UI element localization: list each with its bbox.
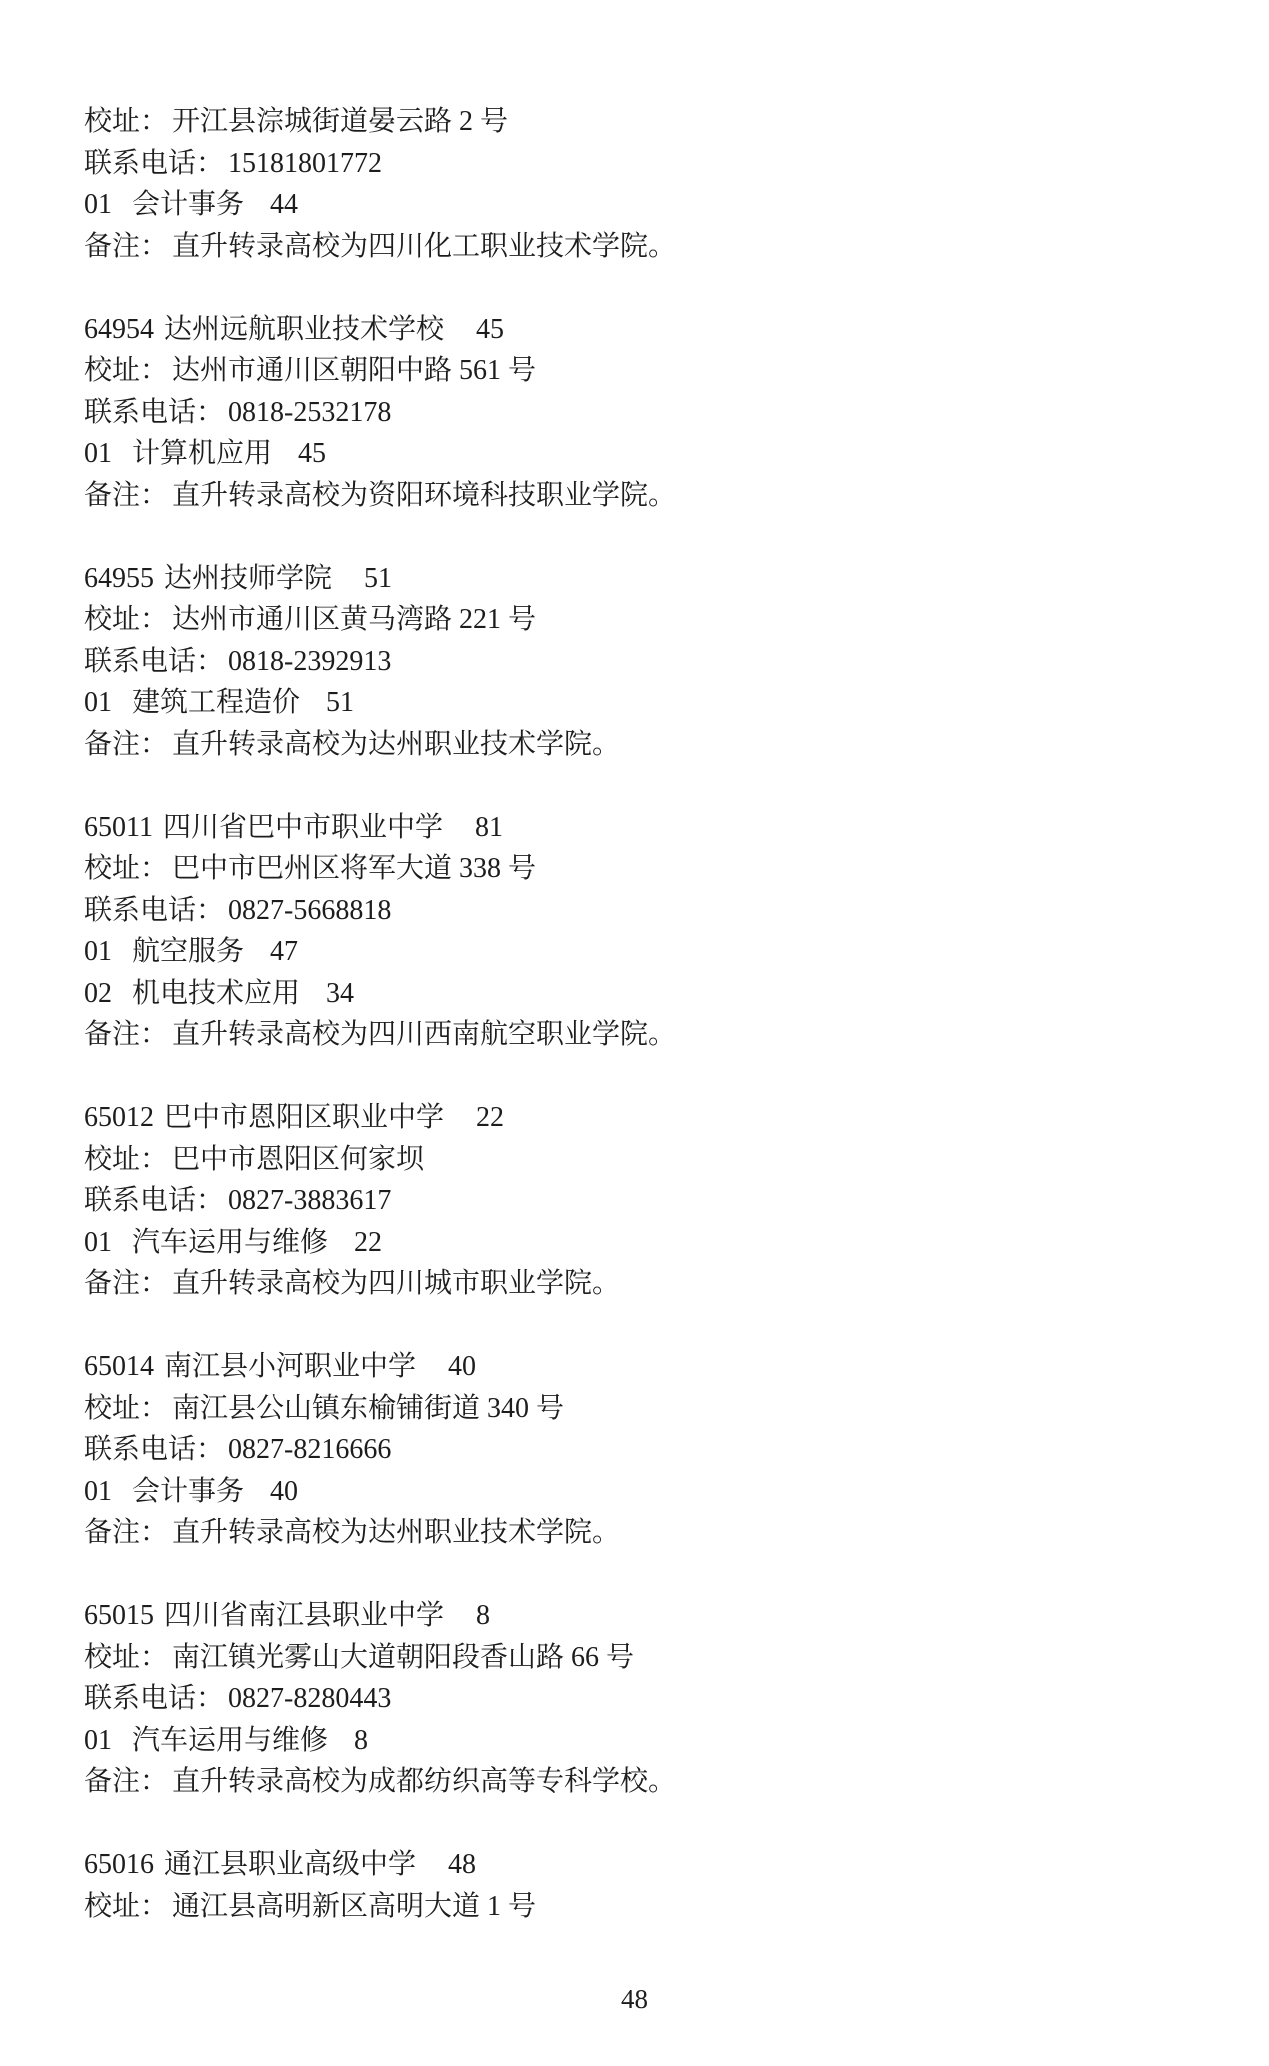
school-code: 64954	[84, 313, 154, 345]
document-line	[84, 599, 676, 641]
address-label: 校址：	[84, 1641, 169, 1673]
school-total: 51	[364, 562, 393, 594]
major-name: 会计事务	[132, 189, 245, 220]
document-line	[84, 1595, 676, 1637]
document-line	[84, 1180, 676, 1222]
note-label: 备注：	[84, 1517, 169, 1548]
document-line	[84, 807, 676, 849]
school-note: 直升转录高校为四川化工职业技术学院。	[172, 230, 677, 262]
phone-label: 联系电话：	[84, 396, 225, 428]
note-label: 备注：	[84, 1766, 169, 1797]
school-code: 65012	[84, 1102, 154, 1133]
school-address: 南江镇光雾山大道朝阳段香山路 66 号	[172, 1641, 635, 1673]
major-name: 汽车运用与维修	[132, 1724, 329, 1756]
document-line	[84, 1471, 676, 1513]
document-line	[84, 309, 676, 351]
major-code: 01	[84, 189, 112, 220]
school-name: 通江县职业高级中学	[164, 1849, 417, 1880]
phone-label: 联系电话：	[84, 894, 225, 926]
major-name: 会计事务	[132, 1475, 245, 1507]
major-name: 建筑工程造价	[132, 687, 301, 718]
document-line	[84, 931, 676, 973]
blank-line	[84, 1803, 676, 1845]
school-total: 22	[476, 1102, 505, 1133]
document-line	[84, 1263, 676, 1305]
school-entry	[84, 1595, 676, 1803]
document-line	[84, 1678, 676, 1720]
school-entry	[84, 309, 676, 517]
document-line	[84, 1886, 676, 1928]
school-name: 四川省巴中市职业中学	[162, 811, 443, 843]
major-count: 47	[270, 936, 299, 967]
school-phone: 0827-8280443	[228, 1683, 392, 1714]
phone-label: 联系电话：	[84, 1434, 225, 1465]
major-code: 01	[84, 1724, 112, 1756]
school-name: 达州技师学院	[164, 562, 333, 594]
address-label: 校址：	[84, 106, 169, 137]
document-line	[84, 1637, 676, 1679]
document-line	[84, 226, 676, 268]
school-phone: 0827-5668818	[228, 894, 392, 926]
blank-line	[84, 516, 676, 558]
address-label: 校址：	[84, 604, 169, 635]
document-line	[84, 101, 676, 143]
document-line	[84, 1097, 676, 1139]
document-line	[84, 392, 676, 434]
school-code: 65016	[84, 1849, 154, 1880]
phone-label: 联系电话：	[84, 1185, 225, 1216]
document-line	[84, 350, 676, 392]
note-label: 备注：	[84, 230, 169, 262]
major-code: 01	[84, 1226, 112, 1258]
document-line	[84, 973, 676, 1015]
school-code: 65011	[84, 811, 153, 843]
document-line	[84, 724, 676, 766]
major-count: 51	[326, 687, 355, 718]
document-line	[84, 1014, 676, 1056]
blank-line	[84, 1554, 676, 1596]
school-name: 巴中市恩阳区职业中学	[164, 1102, 445, 1133]
school-total: 8	[476, 1600, 491, 1631]
note-label: 备注：	[84, 728, 169, 760]
document-line	[84, 558, 676, 600]
address-label: 校址：	[84, 853, 169, 884]
document-body	[84, 101, 676, 1927]
phone-label: 联系电话：	[84, 1683, 225, 1714]
school-address: 巴中市恩阳区何家坝	[172, 1143, 425, 1175]
major-name: 计算机应用	[132, 438, 273, 469]
blank-line	[84, 1305, 676, 1347]
document-line	[84, 1761, 676, 1803]
phone-label: 联系电话：	[84, 645, 225, 677]
school-phone: 0818-2392913	[228, 645, 392, 677]
document-line	[84, 1222, 676, 1264]
major-code: 01	[84, 438, 112, 469]
school-phone: 15181801772	[228, 147, 383, 179]
major-code: 01	[84, 687, 112, 718]
school-total: 48	[448, 1849, 477, 1880]
blank-line	[84, 765, 676, 807]
school-note: 直升转录高校为四川西南航空职业学院。	[172, 1019, 677, 1050]
blank-line	[84, 267, 676, 309]
document-line	[84, 475, 676, 517]
school-address: 达州市通川区黄马湾路 221 号	[172, 604, 537, 635]
document-line	[84, 1429, 676, 1471]
school-entry	[84, 807, 676, 1056]
school-note: 直升转录高校为达州职业技术学院。	[172, 1517, 621, 1548]
school-name: 南江县小河职业中学	[164, 1351, 417, 1382]
school-name: 达州远航职业技术学校	[164, 313, 445, 345]
school-address: 达州市通川区朝阳中路 561 号	[172, 355, 537, 386]
school-address: 通江县高明新区高明大道 1 号	[172, 1890, 537, 1922]
school-note: 直升转录高校为达州职业技术学院。	[172, 728, 621, 760]
major-name: 航空服务	[132, 936, 245, 967]
document-line	[84, 433, 676, 475]
page-number: 48	[621, 1984, 648, 2014]
note-label: 备注：	[84, 1019, 169, 1050]
major-name: 汽车运用与维修	[132, 1226, 329, 1258]
school-total: 45	[476, 313, 505, 345]
major-count: 45	[298, 438, 327, 469]
school-code: 65015	[84, 1600, 154, 1631]
school-address: 巴中市巴州区将军大道 338 号	[172, 853, 537, 884]
document-line	[84, 1512, 676, 1554]
school-total: 81	[474, 811, 503, 843]
school-address: 南江县公山镇东榆铺街道 340 号	[172, 1392, 565, 1424]
major-code: 01	[84, 936, 112, 967]
school-name: 四川省南江县职业中学	[164, 1600, 445, 1631]
document-line	[84, 890, 676, 932]
major-count: 44	[270, 189, 299, 220]
major-count: 22	[354, 1226, 383, 1258]
school-note: 直升转录高校为成都纺织高等专科学校。	[172, 1766, 677, 1797]
school-entry	[84, 1346, 676, 1554]
major-code: 02	[84, 977, 112, 1009]
school-total: 40	[448, 1351, 477, 1382]
address-label: 校址：	[84, 1143, 169, 1175]
school-code: 64955	[84, 562, 154, 594]
document-line	[84, 1388, 676, 1430]
document-line	[84, 1844, 676, 1886]
address-label: 校址：	[84, 355, 169, 386]
school-entry	[84, 1844, 676, 1927]
school-note: 直升转录高校为四川城市职业学院。	[172, 1268, 621, 1299]
document-line	[84, 641, 676, 683]
school-code: 65014	[84, 1351, 154, 1382]
document-line	[84, 848, 676, 890]
note-label: 备注：	[84, 479, 169, 511]
school-address: 开江县淙城街道晏云路 2 号	[172, 106, 509, 137]
school-entry	[84, 558, 676, 766]
document-line	[84, 682, 676, 724]
blank-line	[84, 1056, 676, 1098]
address-label: 校址：	[84, 1890, 169, 1922]
major-code: 01	[84, 1475, 112, 1507]
school-phone: 0827-3883617	[228, 1185, 392, 1216]
phone-label: 联系电话：	[84, 147, 225, 179]
major-count: 8	[354, 1724, 369, 1756]
document-line	[84, 143, 676, 185]
school-entry	[84, 101, 676, 267]
school-note: 直升转录高校为资阳环境科技职业学院。	[172, 479, 677, 511]
school-phone: 0818-2532178	[228, 396, 392, 428]
major-count: 34	[326, 977, 355, 1009]
document-line	[84, 1139, 676, 1181]
school-phone: 0827-8216666	[228, 1434, 392, 1465]
document-line	[84, 1720, 676, 1762]
school-entry	[84, 1097, 676, 1305]
major-name: 机电技术应用	[132, 977, 301, 1009]
note-label: 备注：	[84, 1268, 169, 1299]
major-count: 40	[270, 1475, 299, 1507]
document-line	[84, 1346, 676, 1388]
address-label: 校址：	[84, 1392, 169, 1424]
document-line	[84, 184, 676, 226]
